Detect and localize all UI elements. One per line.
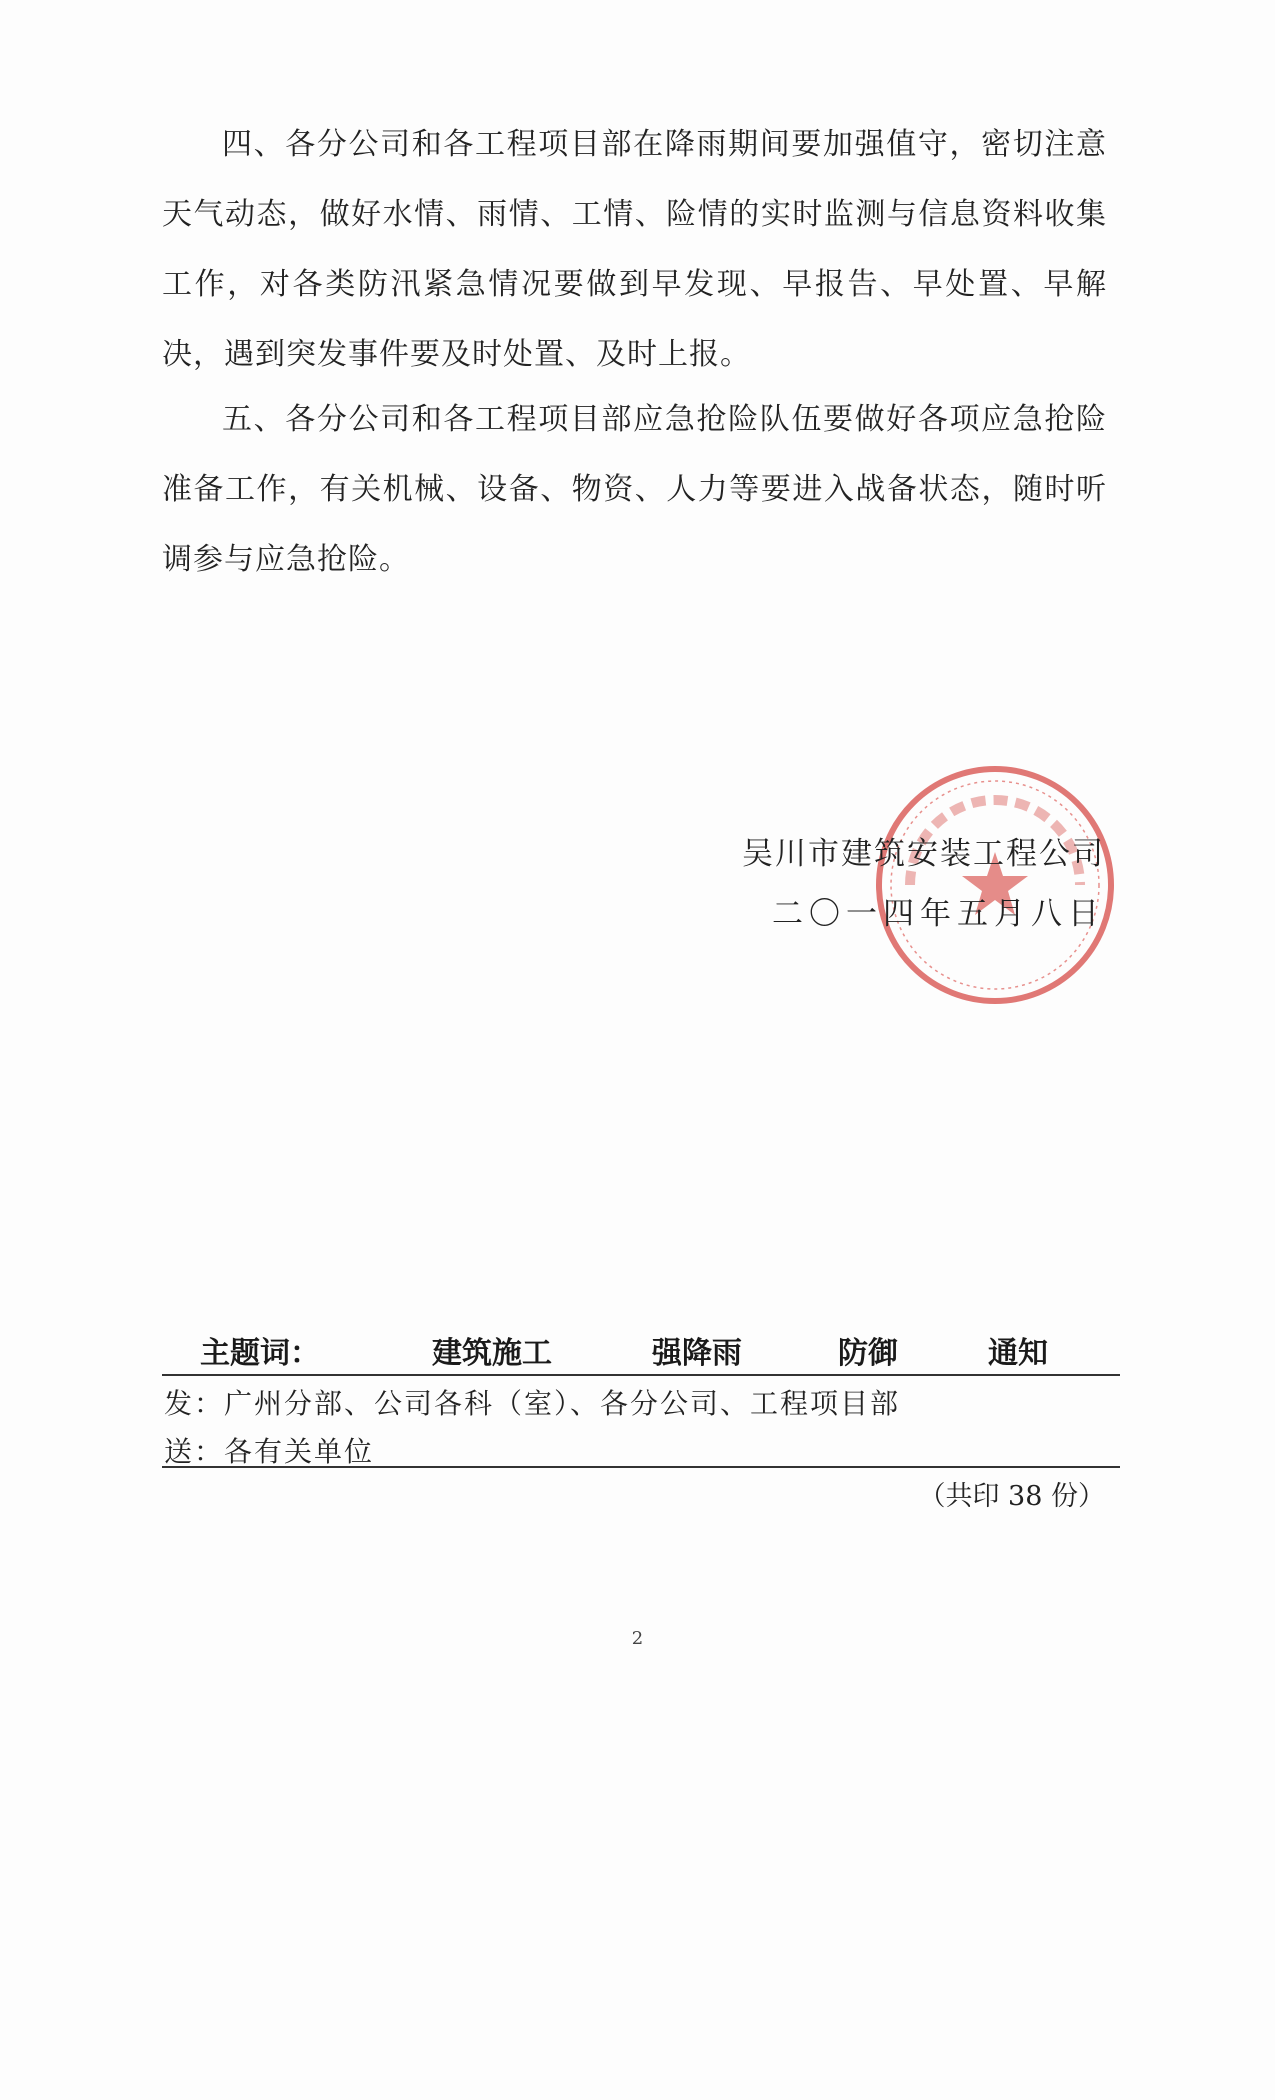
keywords-row bbox=[162, 1328, 1120, 1372]
copies-count: （共印 38 份） bbox=[918, 1481, 1105, 1512]
divider bbox=[162, 1374, 1120, 1376]
keyword: 通知 bbox=[988, 1336, 1048, 1371]
keyword: 建筑施工 bbox=[432, 1336, 552, 1371]
keywords-label: 主题词： bbox=[200, 1336, 320, 1371]
distribution-copy-to: 送：各有关单位 bbox=[164, 1435, 375, 1468]
paragraph-four: 四、各分公司和各工程项目部在降雨期间要加强值守，密切注意天气动态，做好水情、雨情、工情、险情的实时监测与信息资料收集工作，对各类防汛紧急情况要做到早发现、早报告、早处置、早解决，遇到突发事件要及时处置、及时上报。 bbox=[162, 127, 1107, 372]
divider bbox=[162, 1466, 1120, 1468]
company-seal-icon bbox=[870, 760, 1120, 1010]
signature-date: 二〇一四年五月八日 bbox=[772, 896, 1105, 932]
page-number: 2 bbox=[631, 1628, 644, 1649]
distribution-send: 发：广州分部、公司各科（室）、各分公司、工程项目部 bbox=[164, 1387, 901, 1420]
keyword: 强降雨 bbox=[652, 1336, 742, 1371]
paragraph-five: 五、各分公司和各工程项目部应急抢险队伍要做好各项应急抢险准备工作，有关机械、设备、物资、人力等要进入战备状态，随时听调参与应急抢险。 bbox=[162, 402, 1107, 577]
signature-organization: 吴川市建筑安装工程公司 bbox=[742, 836, 1105, 872]
keyword: 防御 bbox=[838, 1336, 898, 1371]
